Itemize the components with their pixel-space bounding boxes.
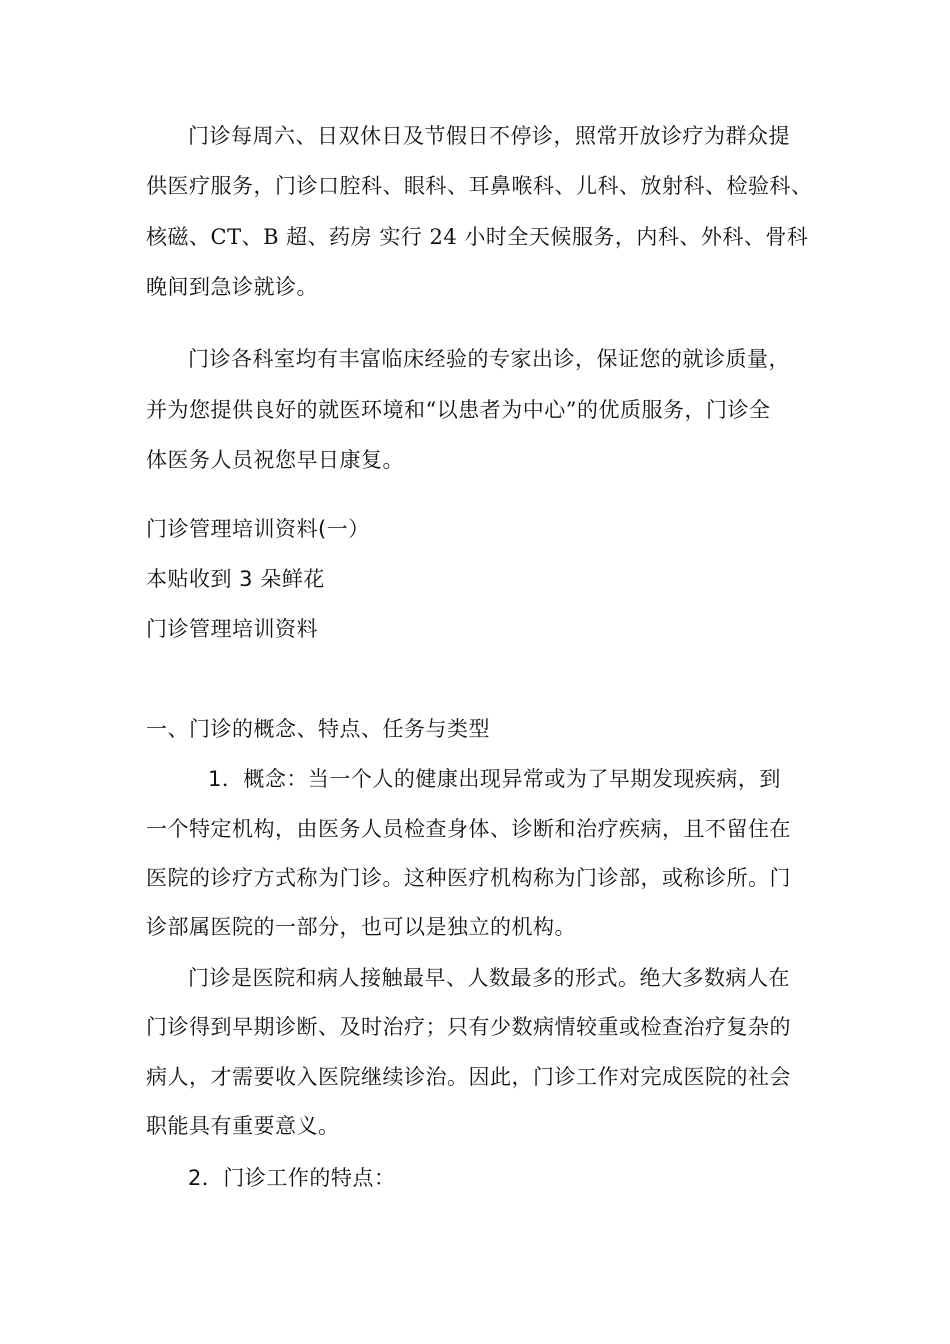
post-subtitle: 门诊管理培训资料 bbox=[146, 617, 318, 641]
paragraph-line: 病人，才需要收入医院继续诊治。因此，门诊工作对完成医院的社会 bbox=[146, 1065, 791, 1089]
paragraph-line: 门诊得到早期诊断、及时治疗；只有少数病情较重或检查治疗复杂的 bbox=[146, 1015, 791, 1039]
paragraph-line: 诊部属医院的一部分，也可以是独立的机构。 bbox=[146, 915, 576, 939]
paragraph-line: 1．概念：当一个人的健康出现异常或为了早期发现疾病，到 bbox=[208, 767, 781, 791]
paragraph-line: 核磁、CT、B 超、药房 实行 24 小时全天候服务，内科、外科、骨科 bbox=[146, 225, 809, 249]
post-flowers: 本贴收到 3 朵鲜花 bbox=[146, 567, 325, 591]
section-heading: 一、门诊的概念、特点、任务与类型 bbox=[146, 717, 490, 741]
paragraph-line: 晚间到急诊就诊。 bbox=[146, 275, 318, 299]
paragraph-line: 一个特定机构，由医务人员检查身体、诊断和治疗疾病，且不留住在 bbox=[146, 817, 791, 841]
paragraph-line: 并为您提供良好的就医环境和“以患者为中心”的优质服务，门诊全 bbox=[146, 398, 771, 422]
paragraph-line: 门诊各科室均有丰富临床经验的专家出诊，保证您的就诊质量， bbox=[188, 347, 790, 371]
paragraph-line: 供医疗服务，门诊口腔科、眼科、耳鼻喉科、儿科、放射科、检验科、 bbox=[146, 174, 813, 198]
paragraph-line: 医院的诊疗方式称为门诊。这种医疗机构称为门诊部，或称诊所。门 bbox=[146, 866, 791, 890]
paragraph-line: 门诊每周六、日双休日及节假日不停诊，照常开放诊疗为群众提 bbox=[188, 124, 790, 148]
list-item-heading: 2．门诊工作的特点： bbox=[188, 1166, 396, 1190]
paragraph-line: 职能具有重要意义。 bbox=[146, 1114, 340, 1138]
paragraph-line: 门诊是医院和病人接触最早、人数最多的形式。绝大多数病人在 bbox=[188, 966, 790, 990]
paragraph-line: 体医务人员祝您早日康复。 bbox=[146, 448, 404, 472]
post-title: 门诊管理培训资料(一） bbox=[146, 517, 370, 541]
